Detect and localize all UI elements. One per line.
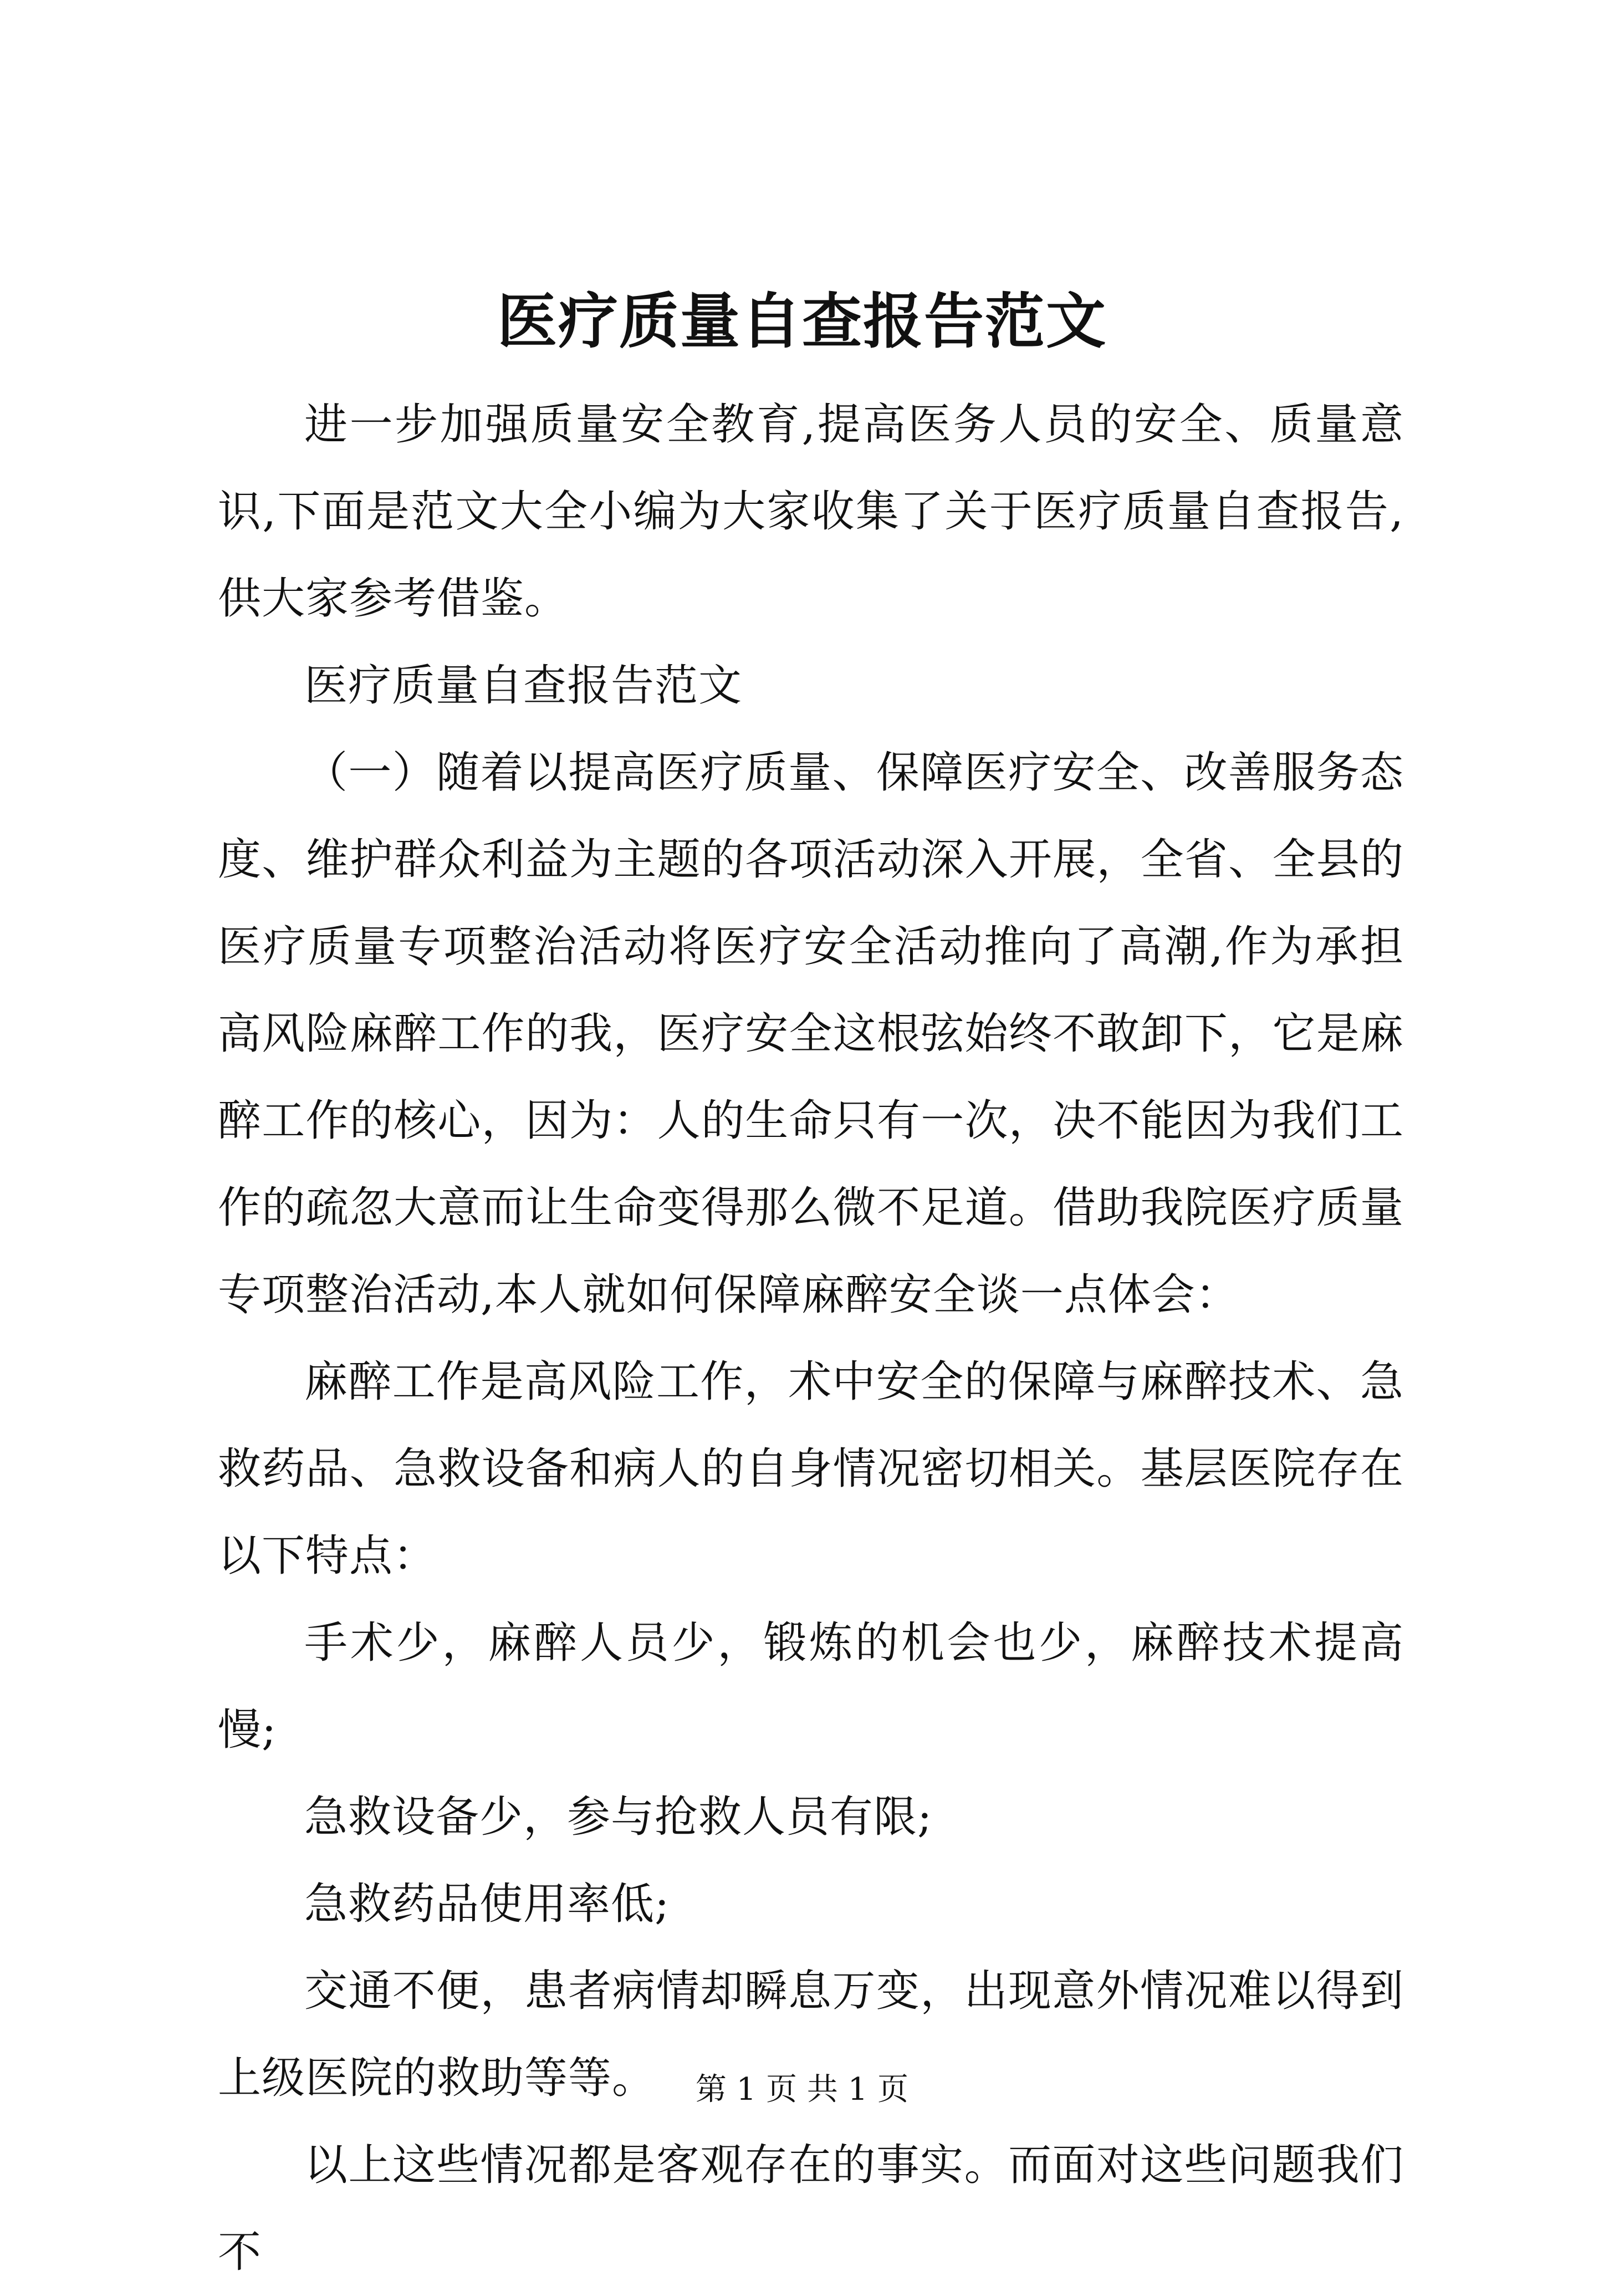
page-number-footer: 第 1 页 共 1 页 xyxy=(695,2071,909,2108)
body-paragraph-3: 以上这些情况都是客观存在的事实。而面对这些问题我们不 xyxy=(218,2140,1404,2277)
list-item: 交通不便，患者病情却瞬息万变，出现意外情况难以得到上级医院的救助等等。 xyxy=(218,1966,1404,2103)
page-title: 医疗质量自查报告范文 xyxy=(497,287,1107,356)
body-paragraph-2: 麻醉工作是高风险工作，术中安全的保障与麻醉技术、急救药品、急救设备和病人的自身情况密切相关。基层医院存在以下特点： xyxy=(218,1357,1404,1581)
document-body xyxy=(218,381,1404,2296)
section-heading: 医疗质量自查报告范文 xyxy=(304,661,743,711)
list-item: 手术少，麻醉人员少，锻炼的机会也少，麻醉技术提高慢; xyxy=(218,1618,1404,1755)
body-paragraph-1: （一）随着以提高医疗质量、保障医疗安全、改善服务态度、维护群众利益为主题的各项活动深入开展，全省、全县的医疗质量专项整治活动将医疗安全活动推向了高潮,作为承担高风险麻醉工作的我，医疗安全这根弦始终不敢卸下，它是麻醉工作的核心，因为：人的生命只有一次，决不能因为我们工作的疏忽大意而让生命变得那么微不足道。借助我院医疗质量专项整治活动,本人就如何保障麻醉安全谈一点体会： xyxy=(218,748,1404,1320)
intro-paragraph: 进一步加强质量安全教育,提高医务人员的安全、质量意识,下面是范文大全小编为大家收集了关于医疗质量自查报告,供大家参考借鉴。 xyxy=(218,400,1404,624)
list-item: 急救药品使用率低; xyxy=(304,1879,670,1929)
list-item: 急救设备少，参与抢救人员有限; xyxy=(304,1792,933,1842)
